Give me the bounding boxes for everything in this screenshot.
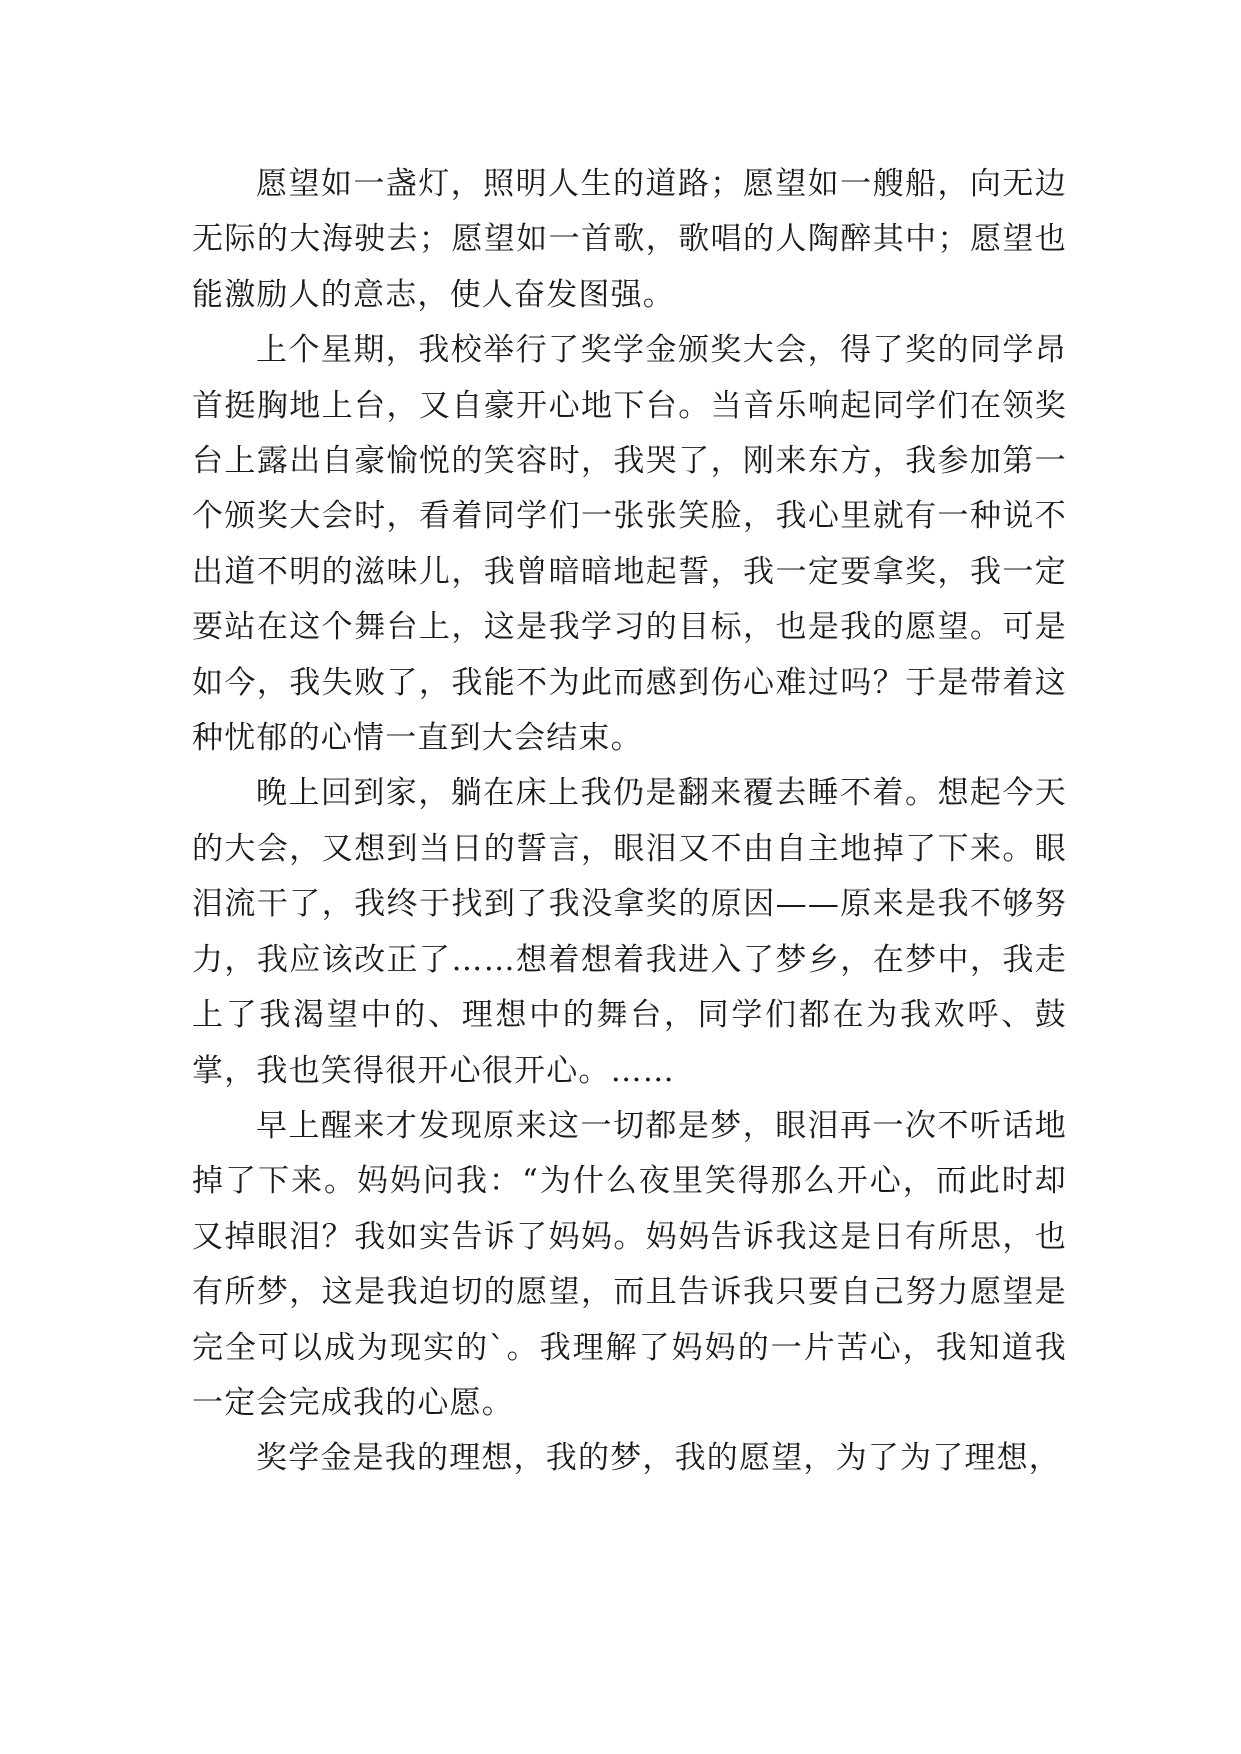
paragraph-5: 奖学金是我的理想，我的梦，我的愿望，为了为了理想， bbox=[256, 1440, 1061, 1477]
paragraph-2: 上个星期，我校举行了奖学金颁奖大会，得了奖的同学昂首挺胸地上台，又自豪开心地下台。当音乐响起同学们在领奖台上露出自豪愉悦的笑容时，我哭了，刚来东方，我参加第一个颁奖大会时，看着同学们一张张笑脸，我心里就有一种说不出道不明的滋味儿，我曾暗暗地起誓，我一定要拿奖，我一定要站在这个舞台上，这是我学习的目标，也是我的愿望。可是如今，我失败了，我能不为此而感到伤心难过吗？于是带着这种忧郁的心情一直到大会结束。 bbox=[192, 332, 1067, 757]
paragraph-1: 愿望如一盏灯，照明人生的道路；愿望如一艘船，向无边无际的大海驶去；愿望如一首歌，歌唱的人陶醉其中；愿望也能激励人的意志，使人奋发图强。 bbox=[192, 166, 1067, 313]
paragraph-3: 晚上回到家，躺在床上我仍是翻来覆去睡不着。想起今天的大会，又想到当日的誓言，眼泪又不由自主地掉了下来。眼泪流干了，我终于找到了我没拿奖的原因——原来是我不够努力，我应该改正了……想着想着我进入了梦乡，在梦中，我走上了我渴望中的、理想中的舞台，同学们都在为我欢呼、鼓掌，我也笑得很开心很开心。…… bbox=[192, 775, 1067, 1089]
paragraph-4: 早上醒来才发现原来这一切都是梦，眼泪再一次不听话地掉了下来。妈妈问我：“为什么夜里笑得那么开心，而此时却又掉眼泪？我如实告诉了妈妈。妈妈告诉我这是日有所思，也有所梦，这是我迫切的愿望，而且告诉我只要自己努力愿望是完全可以成为现实的`。我理解了妈妈的一片苦心，我知道我一定会完成我的心愿。 bbox=[192, 1107, 1067, 1421]
document-body bbox=[192, 157, 1067, 1487]
